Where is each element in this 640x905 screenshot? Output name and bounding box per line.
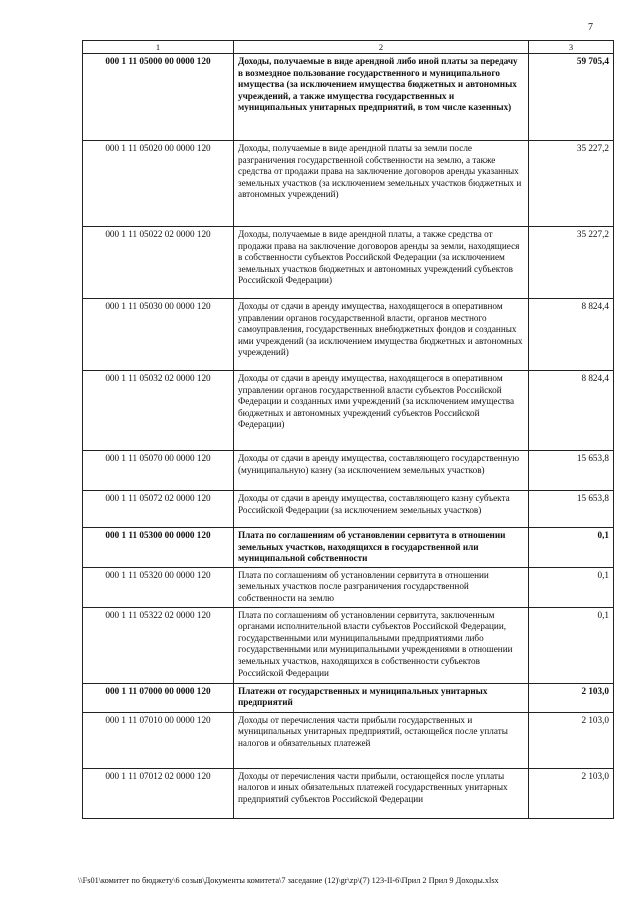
amount-cell: 59 705,4 (529, 54, 614, 141)
table-row (83, 768, 614, 818)
amount-cell: 0,1 (529, 528, 614, 568)
table-row (83, 712, 614, 768)
kbk-code-cell: 000 1 11 05070 00 0000 120 (83, 451, 234, 491)
table-row (83, 528, 614, 568)
column-header-description: 2 (234, 41, 529, 54)
table-row (83, 54, 614, 141)
description-cell: Доходы от сдачи в аренду имущества, составляющего государственную (муниципальную) казну (за исключением земельных участков) (234, 451, 529, 491)
amount-cell: 2 103,0 (529, 768, 614, 818)
description-cell: Доходы, получаемые в виде арендной платы, а также средства от продажи права на заключение договоров аренды за земли, находящиеся в собственности субъектов Российской Федерации (за исключением земельных участков бюджетных и автономных учреждений субъектов Российской Федерации) (234, 227, 529, 299)
description-cell: Доходы от сдачи в аренду имущества, составляющего казну субъекта Российской Федерации (за исключением земельных участков) (234, 491, 529, 528)
amount-cell: 0,1 (529, 607, 614, 683)
amount-cell: 15 653,8 (529, 451, 614, 491)
amount-cell: 8 824,4 (529, 299, 614, 371)
kbk-code-cell: 000 1 11 05030 00 0000 120 (83, 299, 234, 371)
kbk-code-cell: 000 1 11 05320 00 0000 120 (83, 567, 234, 607)
revenue-table (82, 40, 614, 819)
kbk-code-cell: 000 1 11 07000 00 0000 120 (83, 683, 234, 712)
kbk-code-cell: 000 1 11 07012 02 0000 120 (83, 768, 234, 818)
amount-cell: 2 103,0 (529, 683, 614, 712)
file-path-footer: \\Fs01\комитет по бюджету\6 созыв\Документы комитета\7 заседание (12)\gr\zp\(7) 123-II-6\Прил 2 Прил 9 Доходы.xlsx (78, 876, 499, 885)
table-header-row (83, 41, 614, 54)
amount-cell: 15 653,8 (529, 491, 614, 528)
description-cell: Доходы от сдачи в аренду имущества, находящегося в оперативном управлении органов государственной власти субъектов Российской Федерации и созданных ими учреждений (за исключением имущества бюджетных и автономных учреждений субъектов Российской Федерации) (234, 371, 529, 451)
kbk-code-cell: 000 1 11 05072 02 0000 120 (83, 491, 234, 528)
amount-cell: 35 227,2 (529, 141, 614, 227)
kbk-code-cell: 000 1 11 05032 02 0000 120 (83, 371, 234, 451)
description-cell: Доходы, получаемые в виде арендной либо иной платы за передачу в возмездное пользование государственного и муниципального имущества (за исключением имущества бюджетных и автономных учреждений, а также имущества государственных и муниципальных унитарных предприятий, в том числе казенных) (234, 54, 529, 141)
amount-cell: 8 824,4 (529, 371, 614, 451)
page-number: 7 (588, 22, 593, 33)
table-row (83, 371, 614, 451)
column-header-amount: 3 (529, 41, 614, 54)
description-cell: Платежи от государственных и муниципальных унитарных предприятий (234, 683, 529, 712)
description-cell: Плата по соглашениям об установлении сервитута в отношении земельных участков, находящихся в государственной или муниципальной собственности (234, 528, 529, 568)
amount-cell: 0,1 (529, 567, 614, 607)
table-row (83, 567, 614, 607)
description-cell: Доходы от перечисления части прибыли государственных и муниципальных унитарных предприятий, остающейся после уплаты налогов и обязательных платежей (234, 712, 529, 768)
description-cell: Плата по соглашениям об установлении сервитута в отношении земельных участков после разграничения государственной собственности на землю (234, 567, 529, 607)
table-body (83, 54, 614, 819)
kbk-code-cell: 000 1 11 05022 02 0000 120 (83, 227, 234, 299)
kbk-code-cell: 000 1 11 05322 02 0000 120 (83, 607, 234, 683)
kbk-code-cell: 000 1 11 05020 00 0000 120 (83, 141, 234, 227)
table-row (83, 683, 614, 712)
table-row (83, 451, 614, 491)
amount-cell: 2 103,0 (529, 712, 614, 768)
amount-cell: 35 227,2 (529, 227, 614, 299)
table-row (83, 227, 614, 299)
table-row (83, 607, 614, 683)
description-cell: Доходы от сдачи в аренду имущества, находящегося в оперативном управлении органов государственной власти, органов местного самоуправления, государственных внебюджетных фондов и созданных ими учреждений (за исключением имущества бюджетных и автономных учреждений) (234, 299, 529, 371)
kbk-code-cell: 000 1 11 07010 00 0000 120 (83, 712, 234, 768)
description-cell: Доходы, получаемые в виде арендной платы за земли после разграничения государственной собственности на землю, а также средства от продажи права на заключение договоров аренды указанных земельных участков (за исключением земельных участков бюджетных и автономных учреждений) (234, 141, 529, 227)
kbk-code-cell: 000 1 11 05300 00 0000 120 (83, 528, 234, 568)
description-cell: Доходы от перечисления части прибыли, остающейся после уплаты налогов и иных обязательных платежей государственных унитарных предприятий субъектов Российской Федерации (234, 768, 529, 818)
column-header-code: 1 (83, 41, 234, 54)
table-row (83, 491, 614, 528)
description-cell: Плата по соглашениям об установлении сервитута, заключенным органами исполнительной власти субъектов Российской Федерации, государственными или муниципальными предприятиями либо государственными или муниципальными учреждениями в отношении земельных участков, находящихся в собственности субъектов Российской Федерации (234, 607, 529, 683)
table-row (83, 299, 614, 371)
kbk-code-cell: 000 1 11 05000 00 0000 120 (83, 54, 234, 141)
table-row (83, 141, 614, 227)
